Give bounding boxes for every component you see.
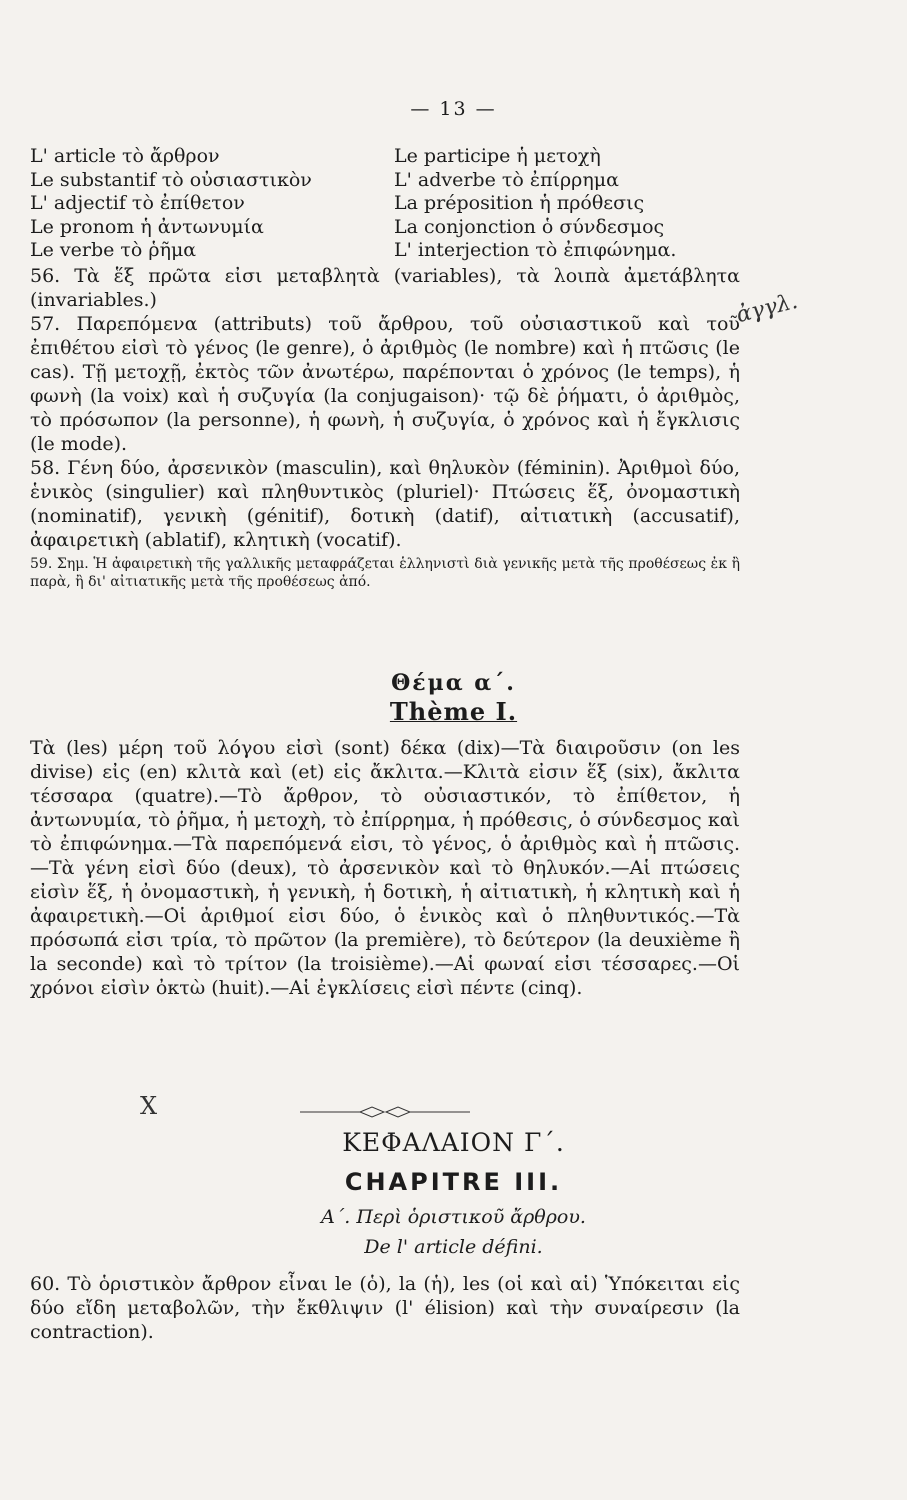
paragraph-57: 57. Παρεπόμενα (attributs) τοῦ ἄρθρου, τοῦ οὐσιαστικοῦ καὶ τοῦ ἐπιθέτου εἰσὶ τὸ γένος (le genre), ὁ ἀριθμὸς (le nombre) καὶ ἡ πτῶσις (le cas). Τῇ μετοχῇ, ἐκτὸς τῶν ἀνωτέρω, παρέπονται ὁ χρόνος (le temps), ἡ φωνὴ (la voix) καὶ ἡ συζυγία (la conjugaison)· τῷ δὲ ῥήματι, ὁ ἀριθμὸς, τὸ πρόσωπον (la personne), ἡ φωνὴ, ἡ συζυγία, ὁ χρόνος καὶ ἡ ἔγκλισις (le mode). — [30, 313, 740, 455]
list-item — [30, 192, 760, 216]
theme-text: Τὰ (les) μέρη τοῦ λόγου εἰσὶ (sont) δέκα (dix)—Τὰ διαιροῦσιν (on les divise) εἰς (en) κλιτὰ καὶ (et) εἰς ἄκλιτα.—Κλιτὰ εἰσιν ἕξ (six), ἄκλιτα τέσσαρα (quatre).—Τὸ ἄρθρον, τὸ οὐσιαστικόν, τὸ ἐπίθετον, ἡ ἀντωνυμία, τὸ ῥῆμα, ἡ μετοχὴ, τὸ ἐπίρρημα, ἡ πρόθεσις, ὁ σύνδεσμος καὶ τὸ ἐπιφώνημα.—Τὰ παρεπόμενά εἰσι, τὸ γένος, ὁ ἀριθμὸς καὶ ἡ πτῶσις.—Τὰ γένη εἰσὶ δύο (deux), τὸ ἀρσενικὸν καὶ τὸ θηλυκόν.—Αἱ πτώσεις εἰσὶν ἕξ, ἡ ὀνομαστικὴ, ἡ γενικὴ, ἡ δοτικὴ, ἡ αἰτιατικὴ, ἡ κλητικὴ καὶ ἡ ἀφαιρετικὴ.—Οἱ ἀριθμοί εἰσι δύο, ὁ ἑνικὸς καὶ ὁ πληθυντικός.—Τὰ πρόσωπά εἰσι τρία, τὸ πρῶτον (la première), τὸ δεύτερον (la deuxième ἢ la seconde) καὶ τὸ τρίτον (la troisième).—Αἱ φωναί εἰσι τέσσαρες.—Οἱ χρόνοι εἰσὶν ὀκτὼ (huit).—Αἱ ἐγκλίσεις εἰσὶ πέντε (cinq). — [30, 737, 740, 999]
paragraph-60: 60. Τὸ ὁριστικὸν ἄρθρον εἶναι le (ὁ), la (ἡ), les (οἱ καὶ αἱ) Ὑπόκειται εἰς δύο εἴδη μεταβολῶν, τὴν ἔκθλιψιν (l' élision) καὶ τὴν συναίρεσιν (la contraction). — [30, 1273, 740, 1343]
chapter-heading-french: CHAPITRE III. — [344, 1168, 563, 1196]
part-left: Le substantif τὸ οὐσιαστικὸν — [30, 168, 312, 191]
ornament-divider — [300, 1105, 470, 1119]
paragraph-59-note: 59. Σημ. Ἡ ἀφαιρετικὴ τῆς γαλλικῆς μεταφράζεται ἑλληνιστὶ διὰ γενικῆς μετὰ τῆς προθέσεως ἐκ ἢ παρὰ, ἢ δι' αἰτιατικῆς μετὰ τῆς προθέσεως ἀπό. — [30, 556, 740, 590]
part-right: Le participe ἡ μετοχὴ — [394, 145, 601, 167]
part-left: Le verbe τὸ ῥῆμα — [30, 239, 197, 261]
section-heading-french: De l' article défini. — [364, 1236, 543, 1258]
part-right: La préposition ἡ πρόθεσις — [394, 192, 645, 214]
theme-exercise — [30, 736, 740, 1000]
page-number: — 13 — — [410, 98, 497, 120]
paragraph-56: 56. Τὰ ἕξ πρῶτα εἰσι μεταβλητὰ (variables), τὰ λοιπὰ ἀμετάβλητα (invariables.) — [30, 265, 740, 311]
list-item — [30, 145, 760, 169]
handwritten-margin-note: ἀγγλ. — [733, 288, 801, 329]
theme-heading-french: Thème I. — [389, 697, 518, 726]
part-left: L' adjectif τὸ ἐπίθετον — [30, 192, 245, 214]
theme-heading-greek: Θέμα α΄. — [391, 670, 516, 696]
paragraph-58: 58. Γένη δύο, ἀρσενικὸν (masculin), καὶ θηλυκὸν (féminin). Ἀριθμοὶ δύο, ἑνικὸς (singulier) καὶ πληθυντικὸς (pluriel)· Πτώσεις ἕξ, ὀνομαστικὴ (nominatif), γενικὴ (génitif), δοτικὴ (datif), αἰτιατικὴ (accusatif), ἀφαιρετικὴ (ablatif), κλητικὴ (vocatif). — [30, 457, 740, 551]
part-left: L' article τὸ ἄρθρον — [30, 145, 220, 167]
chapter-heading-greek: ΚΕΦΑΛΑΙΟΝ Γ΄. — [342, 1128, 565, 1157]
list-item — [30, 239, 760, 263]
part-left: Le pronom ἡ ἀντωνυμία — [30, 215, 264, 238]
list-item — [30, 169, 760, 193]
part-right: La conjonction ὁ σύνδεσμος — [394, 215, 665, 238]
paragraph-60-block — [30, 1272, 740, 1344]
part-right: L' adverbe τὸ ἐπίρρημα — [394, 168, 619, 191]
part-right: L' interjection τὸ ἐπιφώνημα. — [394, 239, 677, 261]
parts-of-speech-list — [30, 145, 760, 263]
handwritten-mark: X — [140, 1092, 158, 1120]
list-item — [30, 216, 760, 240]
section-heading-greek: Α΄. Περὶ ὁριστικοῦ ἄρθρου. — [321, 1206, 586, 1228]
paragraphs-56-59 — [30, 264, 740, 591]
